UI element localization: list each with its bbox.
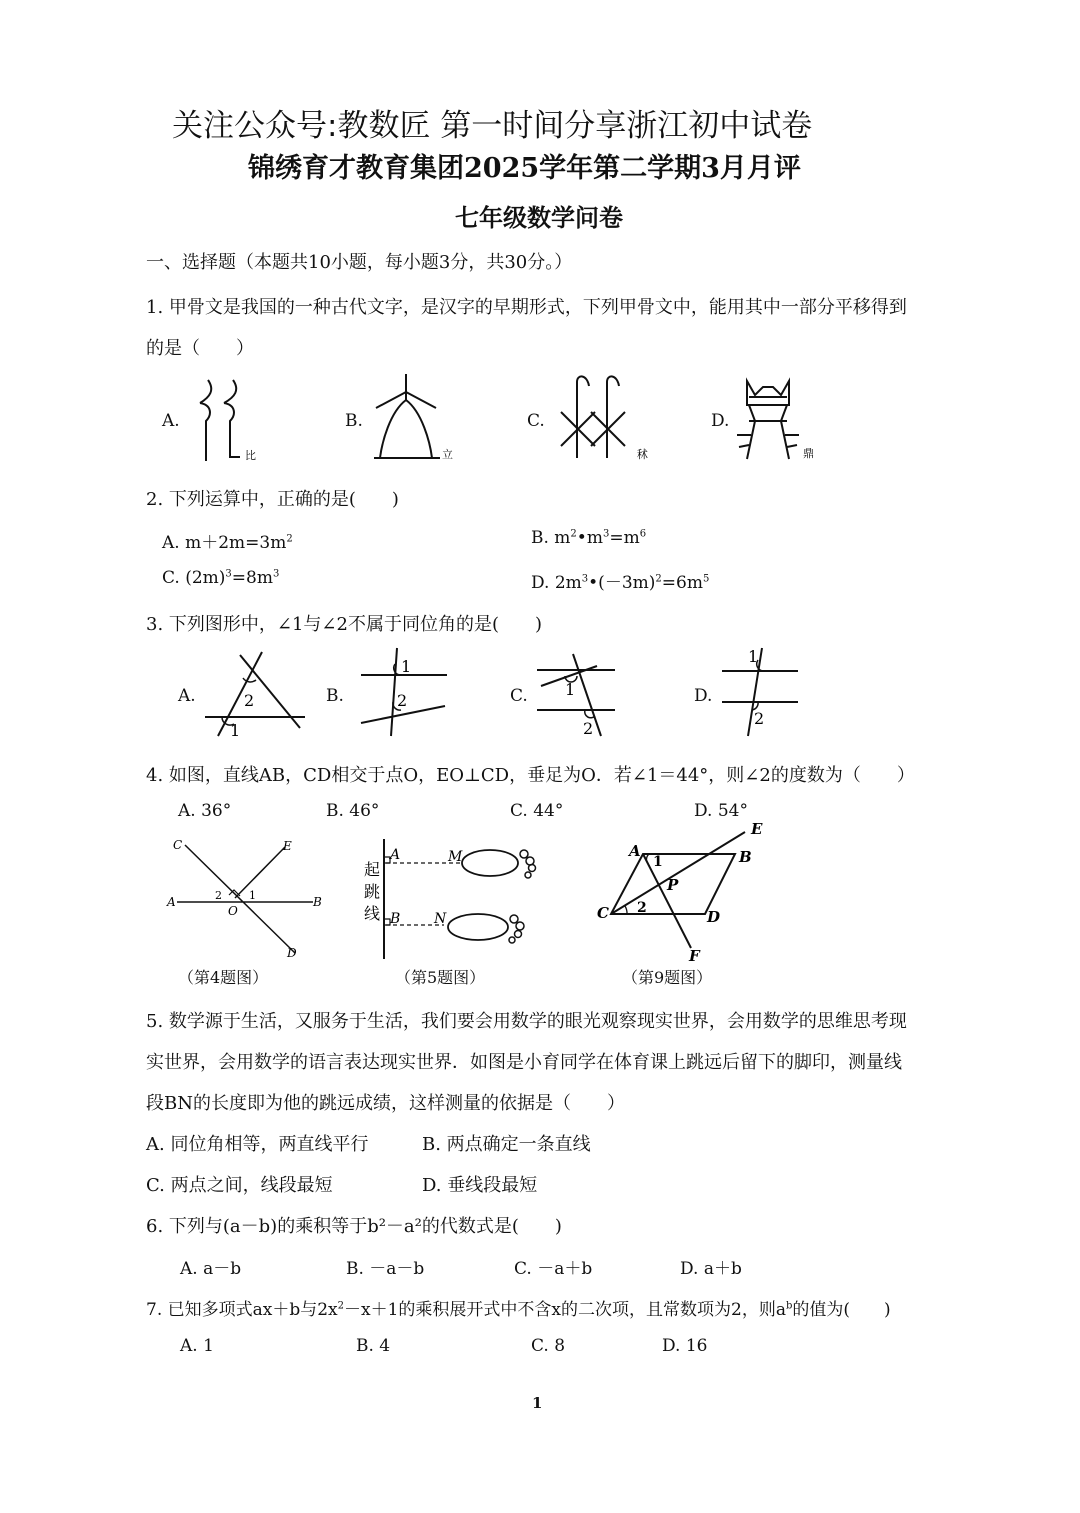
q3d-angle1: 1 xyxy=(748,647,759,666)
q6-option-d: D. a＋b xyxy=(680,1259,742,1279)
q3b-angle1: 1 xyxy=(401,657,412,676)
svg-text:P: P xyxy=(667,876,679,894)
q3-option-d-label: D. xyxy=(694,686,713,706)
q1-glyph-b-caption: 立 xyxy=(442,448,453,461)
svg-text:线: 线 xyxy=(364,904,381,923)
q7-option-a: A. 1 xyxy=(180,1336,214,1356)
oracle-glyph-li xyxy=(370,372,460,464)
q5-option-c: C. 两点之间，线段最短 xyxy=(146,1175,333,1196)
svg-text:A: A xyxy=(629,842,641,860)
exam-school-title: 锦绣育才教育集团2025学年第二学期3月月评 xyxy=(248,153,801,184)
q4-option-b: B. 46° xyxy=(326,801,380,821)
q5-stem-line3: 段BN的长度即为他的跳远成绩，这样测量的依据是（ ） xyxy=(146,1093,625,1114)
q2-option-a: A. $m+2m=3m^2$ xyxy=(162,533,293,553)
watermark-banner: 关注公众号:教数匠 第一时间分享浙江初中试卷 xyxy=(172,108,813,144)
q1-stem-line1: 1. 甲骨文是我国的一种古代文字，是汉字的早期形式，下列甲骨文中，能用其中一部分平移得到 xyxy=(146,297,907,318)
section-heading: 一、选择题（本题共10小题，每小题3分，共30分。） xyxy=(146,252,573,273)
figure-q9 xyxy=(595,818,785,963)
page-number: 1 xyxy=(532,1394,543,1412)
svg-text:起: 起 xyxy=(364,860,381,879)
svg-text:F: F xyxy=(689,947,700,965)
svg-text:2: 2 xyxy=(637,900,647,916)
q5-stem-line1: 5. 数学源于生活，又服务于生活，我们要会用数学的眼光观察现实世界，会用数学的思维思考现 xyxy=(146,1011,907,1032)
q3-figure-c xyxy=(535,650,625,740)
q7-option-d: D. 16 xyxy=(662,1336,708,1356)
svg-text:O: O xyxy=(228,904,238,918)
q5-option-a: A. 同位角相等，两直线平行 xyxy=(146,1134,369,1155)
svg-text:M: M xyxy=(448,849,463,865)
q3-figure-d xyxy=(718,646,804,738)
figure-q5 xyxy=(360,835,560,965)
q5-option-b: B. 两点确定一条直线 xyxy=(422,1134,591,1155)
q5-option-d: D. 垂线段最短 xyxy=(422,1175,538,1196)
q6-option-b: B. －a－b xyxy=(346,1259,425,1279)
q3-option-a-label: A. xyxy=(178,686,196,706)
q7-stem: 7. 已知多项式ax＋b与$2x^2-x+1$的乘积展开式中不含x的二次项，且常数项为2，则$a^b$的值为( ) xyxy=(146,1300,891,1320)
svg-text:E: E xyxy=(283,839,292,853)
q1-glyph-a-caption: 比 xyxy=(245,449,256,462)
q2-stem: 2. 下列运算中，正确的是( ) xyxy=(146,489,399,510)
q2-option-d: D. $2m^3•(-3m)^2=6m^5$ xyxy=(531,573,710,593)
exam-subtitle: 七年级数学问卷 xyxy=(455,203,623,232)
svg-text:D: D xyxy=(707,908,721,926)
svg-text:C: C xyxy=(597,904,609,922)
q7-option-c: C. 8 xyxy=(531,1336,566,1356)
figure-q5-caption: （第5题图） xyxy=(395,968,486,987)
figure-q9-caption: （第9题图） xyxy=(622,968,713,987)
q1-option-b-label: B. xyxy=(345,411,363,431)
q3-figure-b xyxy=(355,646,455,738)
q4-option-d: D. 54° xyxy=(694,801,748,821)
svg-text:C: C xyxy=(173,838,183,852)
svg-text:B: B xyxy=(390,911,401,927)
svg-text:E: E xyxy=(751,820,763,838)
q6-stem: 6. 下列与(a－b)的乘积等于b²－a²的代数式是( ) xyxy=(146,1216,562,1237)
q2-option-b: B. $m^2•m^3=m^6$ xyxy=(531,528,647,548)
q2-option-c: C. $(2m)^3=8m^3$ xyxy=(162,568,280,588)
q4-option-c: C. 44° xyxy=(510,801,564,821)
svg-text:B: B xyxy=(739,848,752,866)
q3a-angle2: 2 xyxy=(244,691,255,710)
svg-text:2: 2 xyxy=(215,889,222,902)
q1-stem-line2: 的是（ ） xyxy=(146,338,254,359)
q3-stem: 3. 下列图形中，∠1与∠2不属于同位角的是( ) xyxy=(146,614,543,635)
svg-text:B: B xyxy=(313,895,322,909)
q3c-angle2: 2 xyxy=(583,719,594,738)
q1-glyph-d-caption: 鼎 xyxy=(803,447,814,460)
q1-option-c-label: C. xyxy=(527,411,545,431)
q1-option-a-label: A. xyxy=(162,411,180,431)
q3a-angle1: 1 xyxy=(230,721,241,740)
svg-text:1: 1 xyxy=(249,889,256,902)
svg-text:1: 1 xyxy=(653,854,663,870)
q3-option-b-label: B. xyxy=(326,686,344,706)
svg-text:A: A xyxy=(390,847,401,863)
figure-q4 xyxy=(165,835,325,960)
q4-stem: 4. 如图，直线AB，CD相交于点O，EO⊥CD，垂足为O．若∠1＝44°，则∠2的度数为（ ） xyxy=(146,765,915,786)
oracle-glyph-bi xyxy=(190,375,270,465)
svg-text:D: D xyxy=(287,946,297,960)
oracle-glyph-ding xyxy=(735,375,825,465)
svg-text:A: A xyxy=(167,895,176,909)
q3c-angle1: 1 xyxy=(565,680,576,699)
q3b-angle2: 2 xyxy=(397,691,408,710)
oracle-glyph-shu xyxy=(555,372,655,464)
q3-figure-a xyxy=(200,650,310,740)
q5-stem-line2: 实世界，会用数学的语言表达现实世界．如图是小育同学在体育课上跳远后留下的脚印，测量线 xyxy=(146,1052,902,1073)
svg-text:N: N xyxy=(434,911,447,927)
q1-option-d-label: D. xyxy=(711,411,730,431)
q4-option-a: A. 36° xyxy=(178,801,232,821)
q3-option-c-label: C. xyxy=(510,686,528,706)
q6-option-a: A. a－b xyxy=(180,1259,242,1279)
q7-option-b: B. 4 xyxy=(356,1336,391,1356)
figure-q4-caption: （第4题图） xyxy=(178,968,269,987)
q1-glyph-c-caption: 秫 xyxy=(637,448,648,461)
svg-text:跳: 跳 xyxy=(364,882,381,901)
q6-option-c: C. －a＋b xyxy=(514,1259,593,1279)
q3d-angle2: 2 xyxy=(754,709,765,728)
